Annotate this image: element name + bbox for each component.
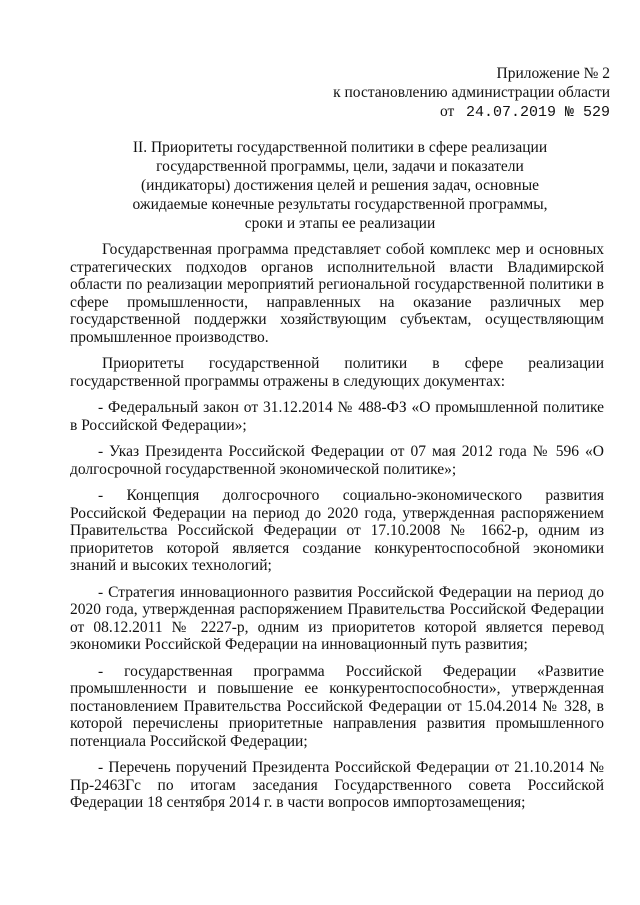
document-list-item: - Концепция долгосрочного социально-экономического развития Российской Федерации на период до 2020 года, утвержденная распоряжением Правительства Российской Федерации от 17.10.2008 № 1662-р, одним из приоритетов которой является создание конкурентоспособной экономики знаний и высоких технологий; — [70, 487, 604, 574]
intro-paragraph: Государственная программа представляет собой комплекс мер и основных стратегических подходов органов исполнительной власти Владимирской области по реализации мероприятий региональной государственной политики в сфере промышленности, направленных на оказание различных мер государственной поддержки хозяйствующим субъектам, осуществляющим промышленное производство. — [70, 241, 604, 346]
document-list-item: - Федеральный закон от 31.12.2014 № 488-ФЗ «О промышленной политике в Российской Федерации»; — [70, 399, 604, 434]
section-heading — [128, 138, 552, 233]
heading-line-2: государственной программы, цели, задачи и показатели — [156, 158, 524, 175]
heading-line-3: (индикаторы) достижения целей и решения задач, основные — [140, 177, 539, 194]
appendix-number: Приложение № 2 — [496, 65, 610, 82]
appendix-date-line — [333, 102, 610, 122]
appendix-reference: к постановлению администрации области — [333, 84, 610, 101]
document-list-item: - государственная программа Российской Федерации «Развитие промышленности и повышение ее конкурентоспособности», утвержденная постановлением Правительства Российской Федерации от 15.04.2014 № 328, в которой перечислены приоритетные направления развития промышленного потенциала Российской Федерации; — [70, 662, 604, 750]
appendix-header — [333, 64, 610, 122]
priorities-paragraph: Приоритеты государственной политики в сфере реализации государственной программы отражены в следующих документах: — [70, 355, 604, 390]
appendix-date-number: 24.07.2019 № 529 — [465, 104, 610, 121]
appendix-date-prefix: от — [440, 103, 455, 120]
heading-line-4: ожидаемые конечные результаты государственной программы, — [132, 196, 548, 213]
heading-line-1: II. Приоритеты государственной политики в сфере реализации — [132, 139, 548, 156]
heading-line-5: сроки и этапы ее реализации — [244, 215, 436, 232]
document-list-item: - Перечень поручений Президента Российской Федерации от 21.10.2014 № Пр-2463Гс по итогам заседания Государственного совета Российской Федерации 18 сентября 2014 г. в части вопросов импортозамещения; — [70, 759, 604, 811]
document-list-item: - Стратегия инновационного развития Российской Федерации на период до 2020 года, утвержденная распоряжением Правительства Российской Федерации от 08.12.2011 № 2227-р, одним из приоритетов которой является перевод экономики Российской Федерации на инновационный путь развития; — [70, 583, 604, 653]
document-body — [70, 241, 604, 821]
document-list-item: - Указ Президента Российской Федерации от 07 мая 2012 года № 596 «О долгосрочной государственной экономической политике»; — [70, 443, 604, 478]
